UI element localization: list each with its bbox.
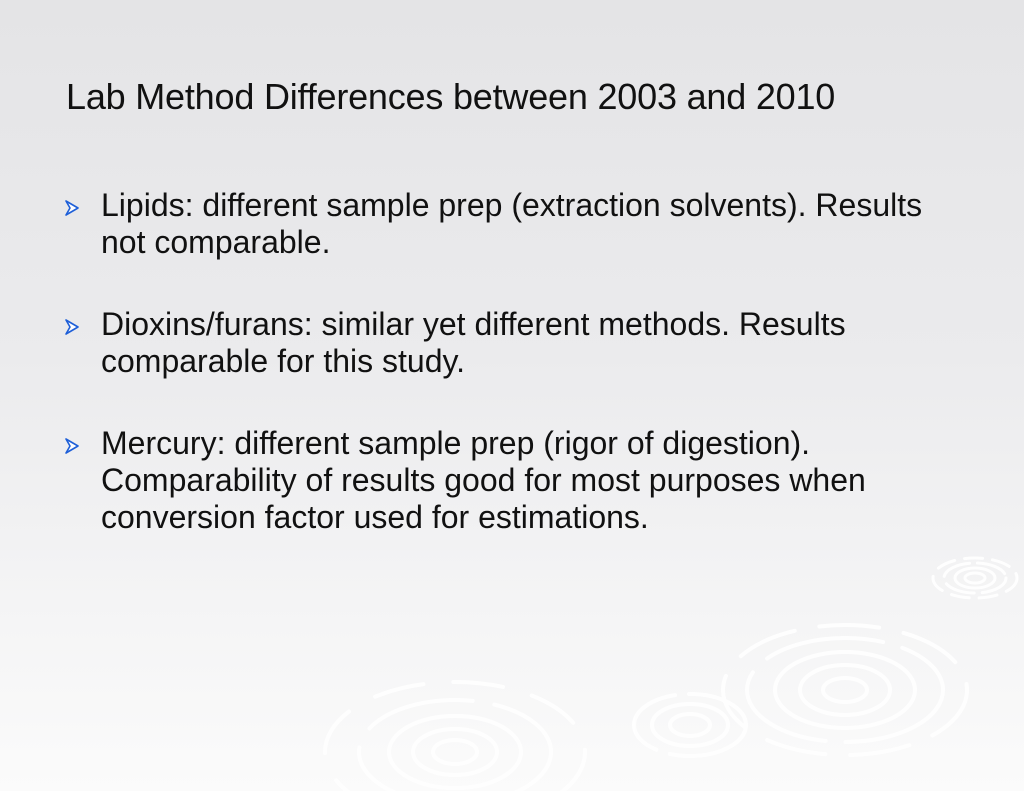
bullet-text: Dioxins/furans: similar yet different methods. Results comparable for this study. [101, 306, 846, 379]
bullet-list [64, 187, 964, 581]
bullet-item-lipids [64, 187, 964, 261]
slide-title: Lab Method Differences between 2003 and 2010 [66, 76, 836, 117]
ripple-middle [634, 694, 746, 756]
bullet-text: Mercury: different sample prep (rigor of digestion). Comparability of results good for most purposes when conversion factor used for estimations. [101, 425, 866, 535]
arrow-bullet-icon [64, 438, 80, 454]
arrow-bullet-icon [64, 200, 80, 216]
ripple-bottom [325, 682, 585, 791]
bullet-item-dioxins [64, 306, 964, 380]
bullet-text: Lipids: different sample prep (extraction solvents). Results not comparable. [101, 187, 923, 260]
arrow-bullet-icon [64, 319, 80, 335]
ripple-large [723, 625, 967, 755]
bullet-item-mercury [64, 425, 964, 536]
